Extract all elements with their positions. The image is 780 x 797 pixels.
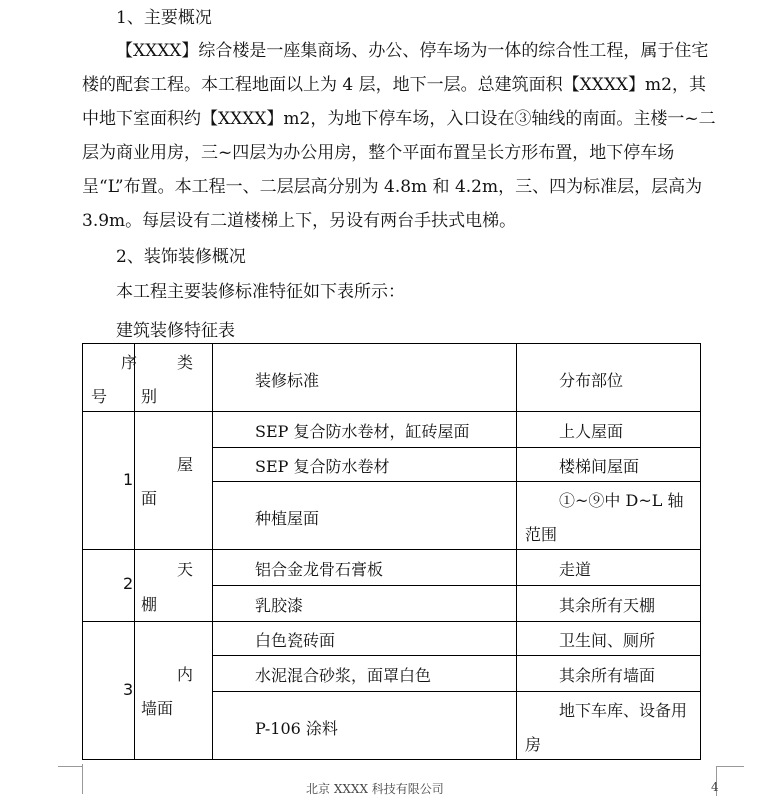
header-seq-cell <box>83 344 138 412</box>
group2-cat-bottom: 棚 <box>141 595 158 614</box>
group1-cat-cell <box>135 412 213 550</box>
section-heading-decoration: 2、装饰装修概况 <box>116 247 246 267</box>
location-text: 卫生间、厕所 <box>559 631 656 650</box>
header-location-cell <box>517 344 701 412</box>
location-text-top: 地下车库、设备用 <box>559 701 688 720</box>
standard-text: 铝合金龙骨石膏板 <box>255 560 384 579</box>
location-text: 上人屋面 <box>559 422 624 441</box>
standard-cell <box>213 692 517 760</box>
location-text: 楼梯间屋面 <box>559 457 640 476</box>
footer-margin-mark-left <box>82 764 83 794</box>
overview-paragraph <box>82 34 722 238</box>
location-cell <box>517 692 701 760</box>
header-seq-bottom: 号 <box>91 387 108 406</box>
header-standard: 装修标准 <box>255 371 320 390</box>
header-cat-top: 类 <box>177 353 194 372</box>
location-cell <box>517 550 701 586</box>
group2-cat-top: 天 <box>177 560 194 579</box>
group2-seq: 2 <box>123 574 134 593</box>
standard-cell <box>213 550 517 586</box>
section-heading-overview: 1、主要概况 <box>116 8 212 28</box>
table-header-row <box>83 344 701 412</box>
location-cell <box>517 656 701 692</box>
header-location: 分布部位 <box>559 371 624 390</box>
standard-cell <box>213 448 517 482</box>
table-row <box>83 550 701 586</box>
location-text: 走道 <box>559 560 592 579</box>
footer-margin-mark-right-h <box>716 766 744 767</box>
header-cat-cell <box>135 344 213 412</box>
overview-paragraph-text: 【XXXX】综合楼是一座集商场、办公、停车场为一体的综合性工程，属于住宅楼的配套工程。本工程地面以上为 4 层，地下一层。总建筑面积【XXXX】m2，其中地下室面积约【XXXX】m2，为地下停车场，入口设在③轴线的南面。主楼一~二层为商业用房，三~四层为办公用房，整个平面布置呈长方形布置，地下停车场呈“L”布置。本工程一、二层层高分别为 4.8m 和 4.2m，三、四为标准层，层高为 3.9m。每层设有二道楼梯上下，另设有两台手扶式电梯。 <box>82 41 716 231</box>
location-text: 其余所有天棚 <box>559 596 656 615</box>
header-cat-bottom: 别 <box>141 387 158 406</box>
group3-cat-bottom: 墙面 <box>141 699 174 718</box>
footer-margin-mark-left-h <box>58 766 82 767</box>
group3-cat-cell <box>135 622 213 760</box>
group1-cat-bottom: 面 <box>141 489 158 508</box>
location-cell <box>517 448 701 482</box>
location-cell <box>517 482 701 550</box>
location-text-top: ①~⑨中 D~L 轴 <box>559 491 684 510</box>
decoration-spec-table <box>82 343 701 760</box>
location-text-bottom: 房 <box>525 735 542 754</box>
location-cell <box>517 412 701 448</box>
standard-cell <box>213 586 517 622</box>
group2-seq-cell <box>83 550 135 622</box>
group3-cat-top: 内 <box>177 665 194 684</box>
standard-text: P-106 涂料 <box>255 719 338 738</box>
table-row <box>83 412 701 448</box>
location-text-bottom: 范围 <box>525 525 558 544</box>
location-cell <box>517 586 701 622</box>
group3-seq-cell <box>83 622 135 760</box>
standard-text: 水泥混合砂浆，面罩白色 <box>255 666 432 685</box>
footer-page-number: 4 <box>711 780 719 794</box>
group1-seq: 1 <box>123 470 134 489</box>
footer-company: 北京 XXXX 科技有限公司 <box>306 782 444 796</box>
standard-cell <box>213 482 517 550</box>
location-cell <box>517 622 701 656</box>
group3-seq: 3 <box>123 680 134 699</box>
header-standard-cell <box>213 344 517 412</box>
standard-text: 乳胶漆 <box>255 596 304 615</box>
standard-text: 白色瓷砖面 <box>255 631 336 650</box>
standard-cell <box>213 656 517 692</box>
standard-cell <box>213 412 517 448</box>
table-row <box>83 622 701 656</box>
standard-text: SEP 复合防水卷材，缸砖屋面 <box>255 422 470 441</box>
header-seq-top: 序 <box>121 353 138 372</box>
standard-text: 种植屋面 <box>255 509 320 528</box>
standard-cell <box>213 622 517 656</box>
decoration-intro: 本工程主要装修标准特征如下表所示： <box>116 282 405 302</box>
group2-cat-cell <box>135 550 213 622</box>
location-text: 其余所有墙面 <box>559 666 656 685</box>
table-caption: 建筑装修特征表 <box>116 321 235 341</box>
standard-text: SEP 复合防水卷材 <box>255 457 390 476</box>
group1-seq-cell <box>83 412 135 550</box>
group1-cat-top: 屋 <box>177 455 194 474</box>
